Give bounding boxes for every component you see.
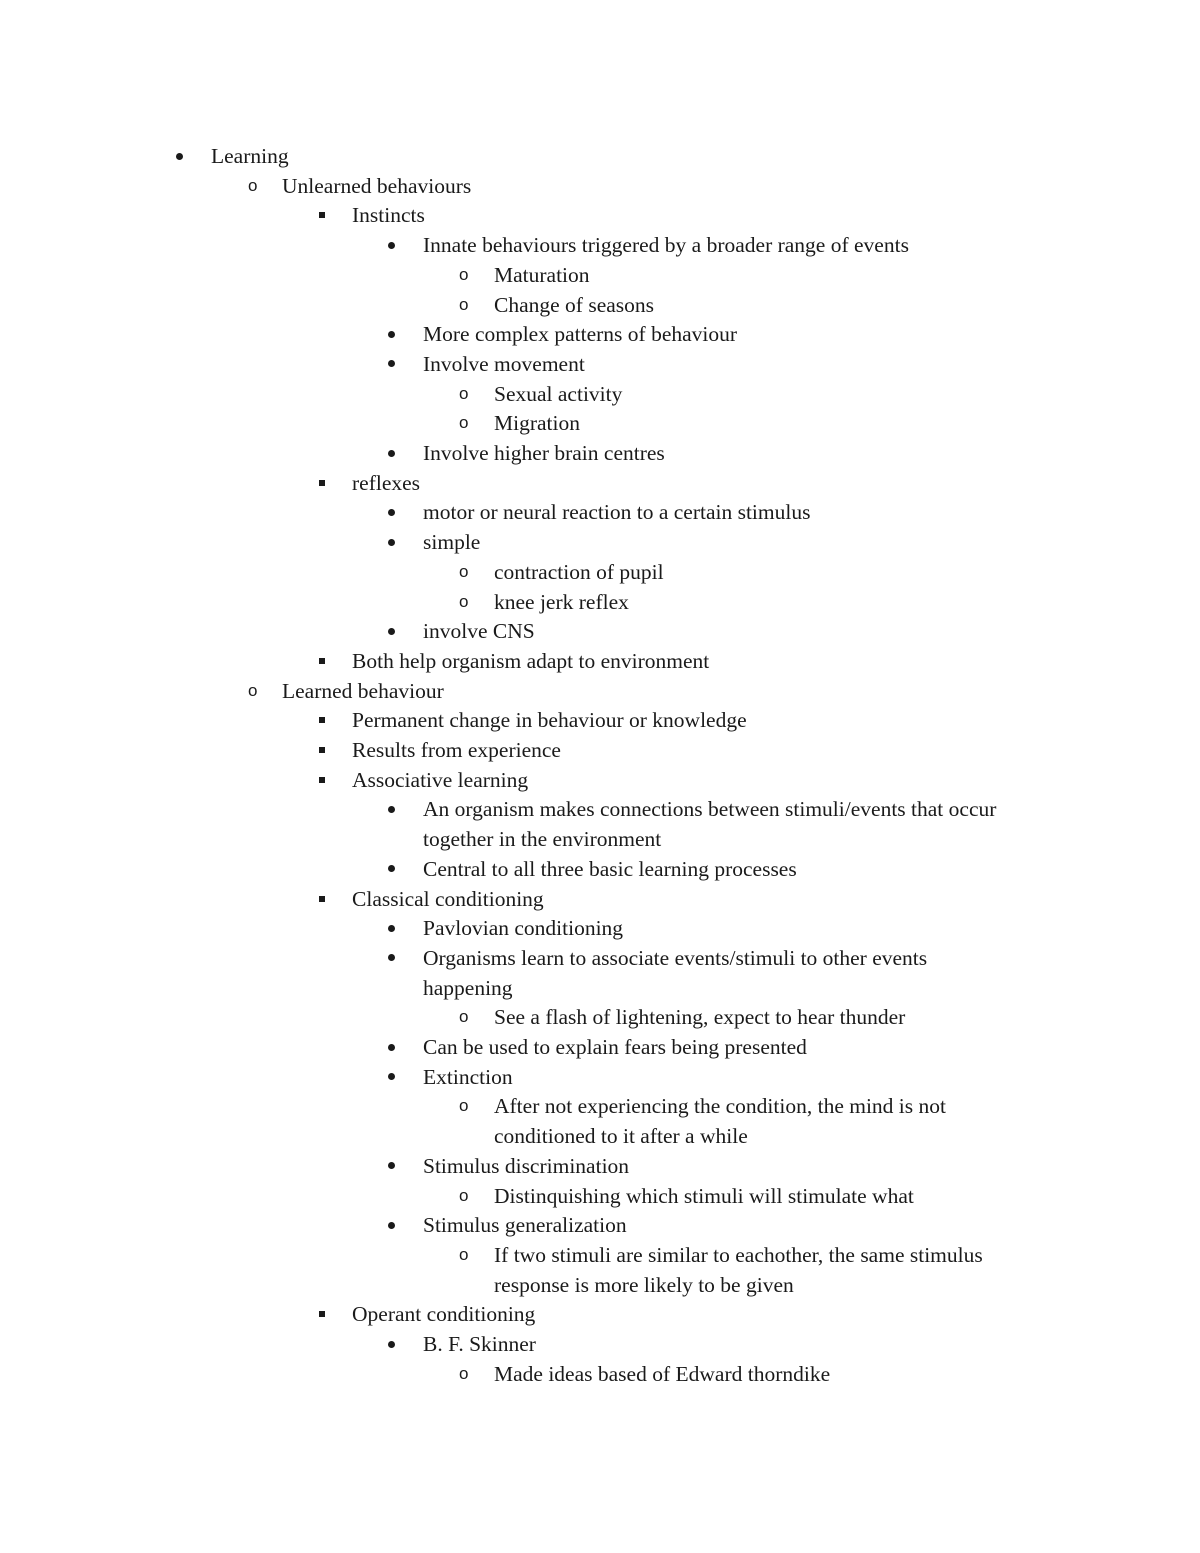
outline-item-text: An organism makes connections between stimuli/events that occur: [423, 797, 997, 822]
bullet-disc-icon: [388, 1211, 395, 1239]
outline-item-text: Organisms learn to associate events/stimuli to other events: [423, 945, 928, 970]
bullet-circle-icon: o: [459, 561, 469, 581]
outline-item-text: Sexual activity: [494, 381, 623, 406]
bullet-circle-icon: o: [459, 294, 469, 314]
bullet-circle-icon: o: [459, 383, 469, 403]
outline-item-text: Distinquishing which stimuli will stimulate what: [494, 1183, 914, 1208]
bullet-disc-icon: [388, 914, 395, 942]
bullet-circle-icon: o: [459, 264, 469, 284]
outline-item-text: Learned behaviour: [282, 678, 444, 703]
outline-item-text: See a flash of lightening, expect to hear thunder: [494, 1005, 906, 1030]
outline-item-text: contraction of pupil: [494, 559, 664, 584]
outline-item-text: Central to all three basic learning processes: [423, 856, 797, 881]
outline-item-text: motor or neural reaction to a certain stimulus: [423, 500, 811, 525]
outline-item-text: together in the environment: [423, 827, 662, 852]
bullet-square-icon: [319, 201, 325, 229]
outline-item-text: happening: [423, 975, 513, 1000]
bullet-circle-icon: o: [459, 1096, 469, 1116]
outline-item-text: conditioned to it after a while: [494, 1124, 748, 1149]
bullet-circle-icon: o: [459, 1244, 469, 1264]
bullet-square-icon: [319, 647, 325, 675]
bullet-circle-icon: o: [248, 175, 258, 195]
bullet-disc-icon: [388, 795, 395, 823]
bullet-disc-icon: [388, 528, 395, 556]
outline-item-text: reflexes: [352, 470, 421, 495]
bullet-disc-icon: [388, 439, 395, 467]
outline-item-text: Both help organism adapt to environment: [352, 648, 710, 673]
outline-item-text: Innate behaviours triggered by a broader range of events: [423, 233, 909, 258]
bullet-circle-icon: o: [459, 1185, 469, 1205]
outline-item-text: Stimulus generalization: [423, 1213, 627, 1238]
bullet-square-icon: [319, 736, 325, 764]
bullet-square-icon: [319, 766, 325, 794]
outline-item-text: response is more likely to be given: [494, 1272, 794, 1297]
bullet-circle-icon: o: [248, 680, 258, 700]
outline-item-text: involve CNS: [423, 619, 535, 644]
outline-item-text: simple: [423, 530, 481, 555]
outline-item-text: Results from experience: [352, 738, 561, 762]
bullet-disc-icon: [388, 855, 395, 883]
bullet-disc-icon: [388, 617, 395, 645]
outline-item-text: Extinction: [423, 1064, 513, 1089]
bullet-square-icon: [319, 469, 325, 497]
bullet-disc-icon: [388, 1152, 395, 1180]
outline-item-text: More complex patterns of behaviour: [423, 322, 738, 347]
bullet-square-icon: [319, 1300, 325, 1328]
bullet-disc-icon: [388, 320, 395, 348]
outline-item-text: Stimulus discrimination: [423, 1153, 630, 1178]
bullet-circle-icon: o: [459, 591, 469, 611]
outline-item-text: Maturation: [494, 262, 590, 287]
bullet-disc-icon: [388, 498, 395, 526]
bullet-square-icon: [319, 706, 325, 734]
outline-item-text: Migration: [494, 411, 580, 436]
outline-item-text: Associative learning: [352, 767, 529, 792]
outline-item-text: Classical conditioning: [352, 886, 544, 911]
bullet-square-icon: [319, 885, 325, 913]
outline-item-text: If two stimuli are similar to eachother, the same stimulus: [494, 1242, 983, 1267]
outline-item-text: Operant conditioning: [352, 1302, 536, 1327]
outline-item-text: Learning: [211, 144, 289, 168]
outline-item-text: Involve higher brain centres: [423, 441, 665, 465]
bullet-disc-icon: [388, 350, 395, 378]
outline-item-text: Change of seasons: [494, 292, 655, 317]
bullet-disc-icon: [176, 142, 183, 170]
bullet-disc-icon: [388, 1330, 395, 1358]
bullet-circle-icon: o: [459, 413, 469, 433]
outline-item-text: After not experiencing the condition, the mind is not: [494, 1094, 946, 1119]
bullet-disc-icon: [388, 944, 395, 972]
outline-item-text: knee jerk reflex: [494, 589, 629, 614]
bullet-disc-icon: [388, 1033, 395, 1061]
outline-item-text: B. F. Skinner: [423, 1332, 536, 1356]
bullet-disc-icon: [388, 1063, 395, 1091]
outline-item-text: Pavlovian conditioning: [423, 916, 624, 941]
outline-item-text: Permanent change in behaviour or knowledge: [352, 708, 747, 733]
outline-item-text: Unlearned behaviours: [282, 173, 472, 198]
outline-item-text: Can be used to explain fears being presented: [423, 1035, 807, 1059]
bullet-disc-icon: [388, 231, 395, 259]
outline-item-text: Made ideas based of Edward thorndike: [494, 1361, 831, 1386]
outline-item-text: Involve movement: [423, 351, 585, 376]
bullet-circle-icon: o: [459, 1007, 469, 1027]
bullet-circle-icon: o: [459, 1363, 469, 1383]
outline-item-text: Instincts: [352, 203, 425, 228]
